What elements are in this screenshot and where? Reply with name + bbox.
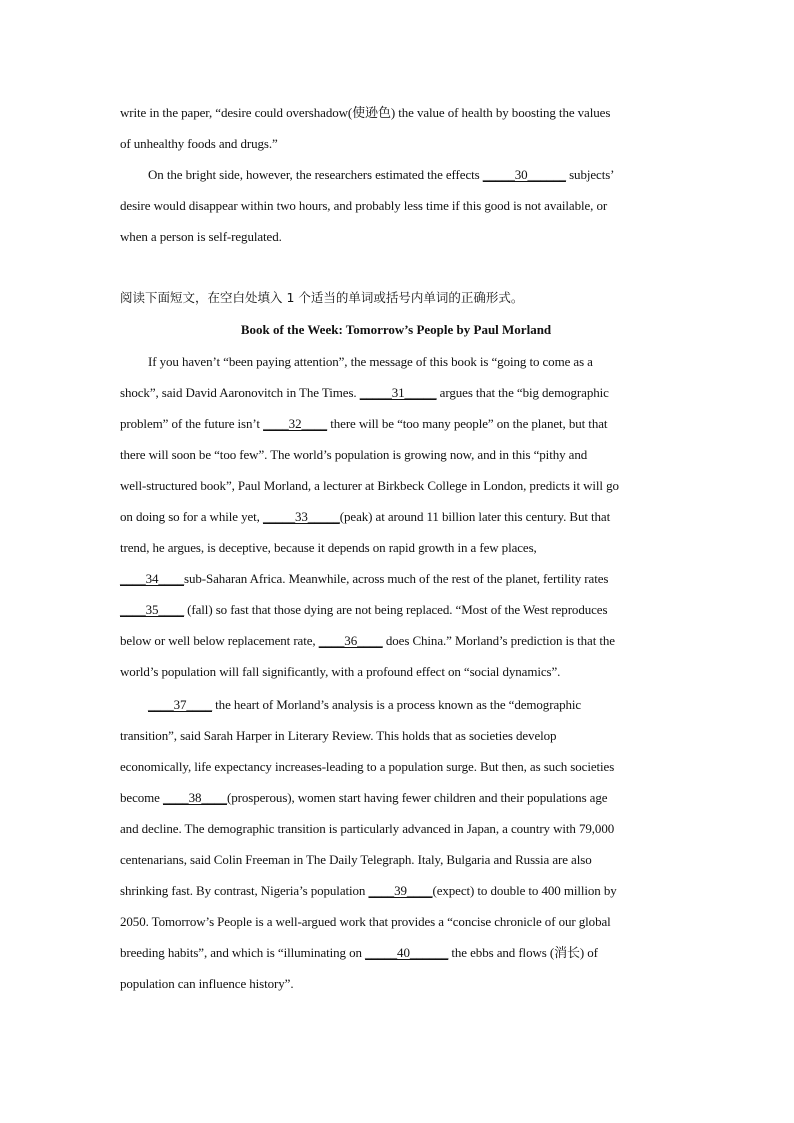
text-line: centenarians, said Colin Freeman in The Daily Telegraph. Italy, Bulgaria and Russia are also — [120, 852, 592, 867]
text-line: world’s population will fall significantly, with a profound effect on “social dynamics”. — [120, 664, 561, 679]
text-line — [120, 937, 672, 968]
text-line — [120, 782, 672, 813]
text-line — [120, 501, 672, 532]
text-line — [120, 689, 672, 720]
text-segment: the heart of Morland’s analysis is a process known as the “demographic — [212, 697, 582, 712]
text-segment: shrinking fast. By contrast, Nigeria’s population — [120, 883, 369, 898]
text-segment: sub-Saharan Africa. Meanwhile, across much of the rest of the planet, fertility rates — [184, 571, 609, 586]
text-segment: become — [120, 790, 163, 805]
text-line: there will soon be “too few”. The world’s population is growing now, and in this “pithy and — [120, 447, 588, 462]
text-line: transition”, said Sarah Harper in Literary Review. This holds that as societies develop — [120, 728, 557, 743]
blank-34: ____34____ — [120, 571, 185, 586]
blank-36: ____36____ — [318, 633, 383, 648]
text-segment: (expect) to double to 400 million by — [432, 883, 617, 898]
text-line: when a person is self-regulated. — [120, 229, 282, 244]
blank-39: ____39____ — [368, 883, 433, 898]
text-segment: on doing so for a while yet, — [120, 509, 263, 524]
text-segment: breeding habits”, and which is “illuminating on — [120, 945, 366, 960]
text-line: If you haven’t “been paying attention”, the message of this book is “going to come as a — [148, 354, 593, 369]
text-line: write in the paper, “desire could overshadow(使逊色) the value of health by boosting the values — [120, 105, 611, 120]
blank-32: ____32____ — [263, 416, 328, 431]
blank-40: _____40______ — [365, 945, 449, 960]
text-segment: (fall) so fast that those dying are not being replaced. “Most of the West reproduces — [184, 602, 608, 617]
passage2-paragraph-1 — [120, 346, 672, 687]
text-line — [120, 408, 672, 439]
blank-37: ____37____ — [148, 697, 213, 712]
text-segment: (peak) at around 11 billion later this century. But that — [339, 509, 611, 524]
passage2-paragraph-2 — [120, 689, 672, 999]
blank-30: _____30______ — [482, 167, 566, 182]
text-line: economically, life expectancy increases-leading to a population surge. But then, as such societies — [120, 759, 615, 774]
text-line: population can influence history”. — [120, 976, 294, 991]
text-line — [120, 563, 672, 594]
text-line — [120, 159, 672, 190]
text-segment: On the bright side, however, the researchers estimated the effects — [148, 167, 483, 182]
text-line: of unhealthy foods and drugs.” — [120, 136, 278, 151]
text-line: 2050. Tomorrow’s People is a well-argued work that provides a “concise chronicle of our global — [120, 914, 611, 929]
text-segment: problem” of the future isn’t — [120, 416, 264, 431]
text-line: trend, he argues, is deceptive, because it depends on rapid growth in a few places, — [120, 540, 537, 555]
text-segment: (prosperous), women start having fewer children and their populations age — [227, 790, 608, 805]
text-line — [120, 875, 672, 906]
text-line — [120, 377, 672, 408]
text-segment: the ebbs and flows (消长) of — [448, 945, 598, 960]
text-segment: shock”, said David Aaronovitch in The Times. — [120, 385, 360, 400]
exercise-instruction: 阅读下面短文，在空白处填入 1 个适当的单词或括号内单词的正确形式。 — [120, 290, 524, 305]
text-segment: does China.” Morland’s prediction is that the — [382, 633, 615, 648]
text-line — [120, 625, 672, 656]
blank-31: _____31_____ — [359, 385, 437, 400]
text-line: well-structured book”, Paul Morland, a lecturer at Birkbeck College in London, predicts it will go — [120, 478, 619, 493]
text-line: and decline. The demographic transition is particularly advanced in Japan, a country with 79,000 — [120, 821, 615, 836]
passage1-paragraph-2 — [120, 159, 672, 252]
passage1-paragraph-1 — [120, 97, 672, 159]
article-title: Book of the Week: Tomorrow’s People by Paul Morland — [240, 322, 552, 337]
blank-35: ____35____ — [120, 602, 185, 617]
blank-38: ____38____ — [162, 790, 227, 805]
text-segment: below or well below replacement rate, — [120, 633, 319, 648]
blank-33: _____33_____ — [262, 509, 340, 524]
text-segment: there will be “too many people” on the planet, but that — [327, 416, 608, 431]
text-line: desire would disappear within two hours, and probably less time if this good is not available, or — [120, 198, 608, 213]
text-line — [120, 594, 672, 625]
text-segment: argues that the “big demographic — [436, 385, 609, 400]
text-segment: subjects’ — [565, 167, 615, 182]
